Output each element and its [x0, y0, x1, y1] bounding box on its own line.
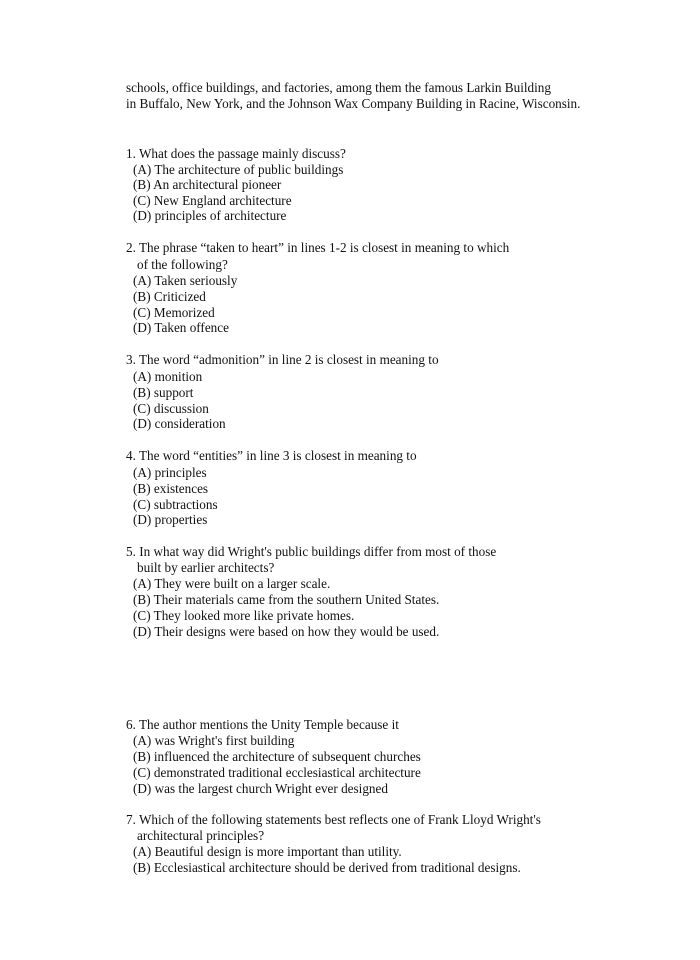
question-2-option-b: (B) Criticized — [133, 289, 206, 304]
question-2-option-d: (D) Taken offence — [133, 320, 229, 335]
question-7-stem-cont: architectural principles? — [137, 828, 265, 843]
question-2-option-c: (C) Memorized — [133, 305, 215, 320]
question-6-stem: 6. The author mentions the Unity Temple because it — [126, 717, 399, 732]
question-7-option-a: (A) Beautiful design is more important than utility. — [133, 844, 402, 859]
question-4-option-d: (D) properties — [133, 512, 208, 527]
question-4-option-a: (A) principles — [133, 465, 207, 480]
question-5-option-c: (C) They looked more like private homes. — [133, 608, 355, 623]
question-5-stem: 5. In what way did Wright's public buildings differ from most of those — [126, 544, 497, 559]
question-5-option-d: (D) Their designs were based on how they would be used. — [133, 624, 440, 639]
question-7-option-b: (B) Ecclesiastical architecture should be derived from traditional designs. — [133, 860, 521, 875]
question-6-option-b: (B) influenced the architecture of subsequent churches — [133, 749, 421, 764]
question-4-stem: 4. The word “entities” in line 3 is closest in meaning to — [126, 448, 417, 463]
passage-line: schools, office buildings, and factories, among them the famous Larkin Building — [126, 80, 551, 95]
question-6-option-d: (D) was the largest church Wright ever designed — [133, 781, 388, 796]
question-1-option-c: (C) New England architecture — [133, 193, 292, 208]
question-6-option-a: (A) was Wright's first building — [133, 733, 295, 748]
question-6-option-c: (C) demonstrated traditional ecclesiastical architecture — [133, 765, 421, 780]
question-5-stem-cont: built by earlier architects? — [137, 560, 275, 575]
question-4-option-c: (C) subtractions — [133, 497, 218, 512]
question-2-stem-cont: of the following? — [137, 257, 228, 272]
question-3-option-a: (A) monition — [133, 369, 203, 384]
question-1-option-a: (A) The architecture of public buildings — [133, 162, 344, 177]
question-1-option-d: (D) principles of architecture — [133, 208, 287, 223]
question-4-option-b: (B) existences — [133, 481, 209, 496]
question-3-option-c: (C) discussion — [133, 401, 209, 416]
question-1-stem: 1. What does the passage mainly discuss? — [126, 146, 346, 161]
question-2-option-a: (A) Taken seriously — [133, 273, 238, 288]
question-3-stem: 3. The word “admonition” in line 2 is closest in meaning to — [126, 352, 439, 367]
question-5-option-b: (B) Their materials came from the southern United States. — [133, 592, 440, 607]
passage-line: in Buffalo, New York, and the Johnson Wax Company Building in Racine, Wisconsin. — [126, 96, 581, 111]
question-7-stem: 7. Which of the following statements best reflects one of Frank Lloyd Wright's — [126, 812, 541, 827]
question-2-stem: 2. The phrase “taken to heart” in lines 1-2 is closest in meaning to which — [126, 240, 510, 255]
question-5-option-a: (A) They were built on a larger scale. — [133, 576, 331, 591]
question-3-option-b: (B) support — [133, 385, 194, 400]
question-3-option-d: (D) consideration — [133, 416, 226, 431]
question-1-option-b: (B) An architectural pioneer — [133, 177, 282, 192]
